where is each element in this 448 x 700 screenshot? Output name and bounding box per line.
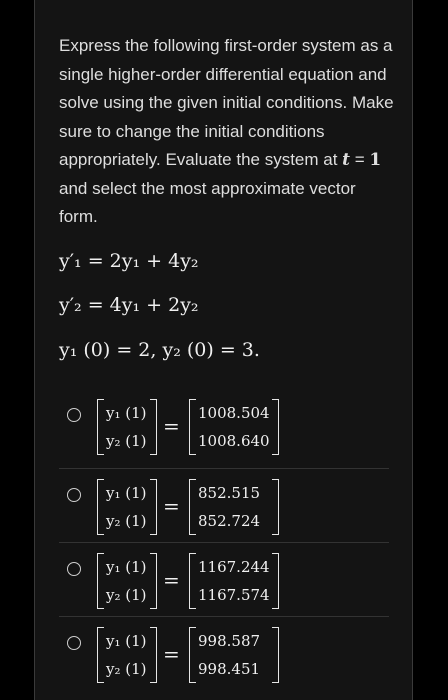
prompt-equals: = <box>350 150 370 169</box>
option-divider <box>59 542 389 543</box>
rhs-vector <box>189 553 279 609</box>
answer-option-4[interactable] <box>59 624 389 694</box>
option-divider <box>59 468 389 469</box>
radio-button[interactable] <box>67 636 81 650</box>
lhs-vector <box>97 627 157 683</box>
rhs-row-2: 998.451 <box>198 660 261 678</box>
rhs-row-2: 1008.640 <box>198 432 270 450</box>
lhs-row-1: y₁ (1) <box>106 484 147 502</box>
lhs-vector <box>97 553 157 609</box>
radio-button[interactable] <box>67 488 81 502</box>
answer-option-1[interactable] <box>59 396 389 466</box>
rhs-row-2: 852.724 <box>198 512 261 530</box>
answer-option-3[interactable] <box>59 550 389 620</box>
lhs-row-2: y₂ (1) <box>106 660 147 678</box>
radio-button[interactable] <box>67 408 81 422</box>
rhs-row-1: 1008.504 <box>198 404 270 422</box>
question-card <box>34 0 413 700</box>
prompt-text-end: and select the most approximate vector form. <box>59 178 356 226</box>
lhs-vector <box>97 399 157 455</box>
rhs-vector <box>189 627 279 683</box>
equals-sign: = <box>163 414 180 438</box>
equation-2: y′₂ = 4y₁ + 2y₂ <box>59 294 199 316</box>
rhs-row-2: 1167.574 <box>198 586 270 604</box>
lhs-row-1: y₁ (1) <box>106 632 147 650</box>
rhs-vector <box>189 399 279 455</box>
prompt-t-value: 1 <box>369 150 382 170</box>
rhs-row-1: 998.587 <box>198 632 261 650</box>
lhs-row-1: y₁ (1) <box>106 404 147 422</box>
equals-sign: = <box>163 568 180 592</box>
rhs-row-1: 852.515 <box>198 484 261 502</box>
lhs-row-1: y₁ (1) <box>106 558 147 576</box>
rhs-row-1: 1167.244 <box>198 558 270 576</box>
initial-conditions: y₁ (0) = 2, y₂ (0) = 3. <box>59 339 260 361</box>
prompt-variable-t: t <box>342 150 351 170</box>
prompt-text: Express the following first-order system as a single higher-order differential equation and solve using the given initial conditions. Make sure to change the initial conditions appropriately. Evaluate the system at <box>59 36 394 169</box>
equals-sign: = <box>163 494 180 518</box>
answer-option-2[interactable] <box>59 476 389 546</box>
lhs-row-2: y₂ (1) <box>106 586 147 604</box>
lhs-vector <box>97 479 157 535</box>
option-divider <box>59 616 389 617</box>
lhs-row-2: y₂ (1) <box>106 512 147 530</box>
question-prompt <box>59 32 399 232</box>
equation-1: y′₁ = 2y₁ + 4y₂ <box>59 250 199 272</box>
radio-button[interactable] <box>67 562 81 576</box>
rhs-vector <box>189 479 279 535</box>
equals-sign: = <box>163 642 180 666</box>
lhs-row-2: y₂ (1) <box>106 432 147 450</box>
